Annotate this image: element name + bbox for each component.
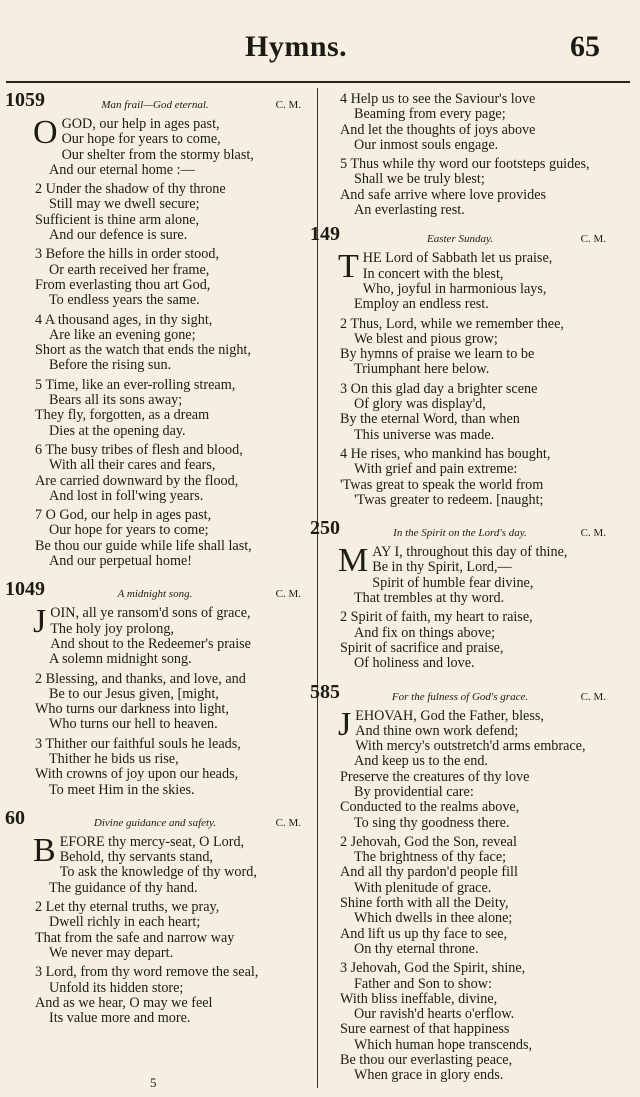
- hymn-stanza: [5, 672, 305, 733]
- verse-line: And thine own work defend;: [355, 722, 519, 739]
- drop-cap-initial: B: [33, 831, 56, 869]
- hymn-stanza: [5, 508, 305, 569]
- verse-line: To meet Him in the skies.: [49, 781, 195, 798]
- verse-line: 4 A thousand ages, in thy sight,: [35, 311, 213, 328]
- hymn-block: [310, 517, 610, 672]
- verse-line: Which human hope transcends,: [354, 1036, 533, 1053]
- hymn-title: Man frail—God eternal.: [101, 99, 209, 111]
- page-title: Hymns.: [245, 30, 348, 63]
- verse-line: Conducted to the realms above,: [340, 799, 520, 816]
- hymn-stanza: [5, 182, 305, 243]
- verse-line: To sing thy goodness there.: [354, 814, 510, 831]
- verse-line: 4 He rises, who mankind has bought,: [340, 445, 551, 462]
- verse-line: On thy eternal throne.: [354, 940, 479, 957]
- verse-line: Before the rising sun.: [49, 357, 172, 374]
- hymn-number: 585: [310, 680, 340, 703]
- hymn-heading: [5, 578, 305, 606]
- verse-line: Sure earnest of that happiness: [340, 1021, 510, 1038]
- verse-line: 'Twas great to speak the world from: [340, 476, 544, 493]
- verse-line: Spirit of sacrifice and praise,: [340, 639, 504, 656]
- verse-line: 2 Jehovah, God the Son, reveal: [340, 833, 517, 850]
- hymn-stanza: [310, 542, 610, 607]
- verse-line: And lift us up thy face to see,: [340, 925, 508, 942]
- verse-line: To ask the knowledge of thy word,: [59, 864, 257, 881]
- verse-line: That from the safe and narrow way: [35, 929, 235, 946]
- signature-mark: 5: [150, 1075, 157, 1090]
- verse-line: And let the thoughts of joys above: [340, 121, 536, 138]
- hymn-stanza: [5, 603, 305, 668]
- hymn-meter: C. M.: [580, 233, 606, 246]
- verse-line: And our defence is sure.: [49, 227, 188, 244]
- verse-line: The holy joy prolong,: [50, 620, 174, 637]
- hymn-block: [5, 89, 305, 570]
- verse-line: A solemn midnight song.: [49, 651, 192, 668]
- hymn-number: 1049: [5, 578, 45, 601]
- verse-line: Of glory was display'd,: [354, 396, 486, 413]
- hymn-stanza: [310, 92, 610, 153]
- verse-line: Short as the watch that ends the night,: [35, 342, 251, 359]
- verse-line: Beaming from every page;: [354, 106, 506, 123]
- hymn-stanza: [5, 831, 305, 896]
- verse-line: Triumphant here below.: [354, 361, 490, 378]
- verse-line: By the eternal Word, than when: [340, 411, 520, 428]
- verse-line: Shine forth with all the Deity,: [340, 895, 509, 912]
- verse-line: Our shelter from the stormy blast,: [61, 146, 254, 163]
- drop-cap-initial: T: [338, 248, 359, 286]
- verse-line: And safe arrive where love provides: [340, 186, 547, 203]
- verse-line: The brightness of thy face;: [354, 849, 507, 866]
- verse-line: 5 Thus while thy word our footsteps guides,: [340, 156, 590, 173]
- verse-line: And fix on things above;: [354, 624, 496, 641]
- header-rule: [6, 81, 630, 83]
- hymn-number: 60: [5, 806, 25, 829]
- right-column: [310, 92, 610, 1096]
- verse-line: Behold, thy servants stand,: [59, 849, 213, 866]
- hymn-number: 1059: [5, 89, 45, 111]
- verse-text: HE Lord of Sabbath let us praise,: [362, 250, 553, 267]
- hymn-stanza: [5, 737, 305, 798]
- verse-line: 3 Jehovah, God the Spirit, shine,: [340, 960, 526, 977]
- verse-line: An everlasting rest.: [354, 202, 465, 219]
- page-number: 65: [570, 30, 600, 63]
- verse-line: With plenitude of grace.: [354, 879, 492, 896]
- hymn-title: Easter Sunday.: [427, 233, 493, 246]
- drop-cap-initial: M: [338, 542, 369, 580]
- hymn-stanza: [5, 247, 305, 308]
- verse-line: 4 Help us to see the Saviour's love: [340, 91, 536, 107]
- verse-line: With grief and pain extreme:: [354, 461, 518, 478]
- hymn-meter: C. M.: [275, 99, 301, 111]
- verse-line: And our eternal home :—: [49, 161, 195, 178]
- verse-line: And our perpetual home!: [49, 553, 193, 570]
- verse-line: This universe was made.: [354, 426, 495, 443]
- verse-line: Be thou our guide while life shall last,: [35, 537, 252, 554]
- verse-line: Employ an endless rest.: [354, 296, 489, 313]
- verse-line: We never may depart.: [49, 944, 174, 961]
- verse-line: 7 O God, our help in ages past,: [35, 507, 212, 524]
- verse-line: By providential care:: [354, 783, 474, 800]
- verse-line: Are carried downward by the flood,: [35, 472, 239, 489]
- hymn-block: [5, 806, 305, 1027]
- hymn-stanza: [310, 835, 610, 957]
- hymn-heading: [310, 680, 610, 709]
- hymn-meter: C. M.: [580, 527, 606, 540]
- verse-text: GOD, our help in ages past,: [61, 116, 220, 132]
- verse-line: To endless years the same.: [49, 292, 200, 309]
- verse-line: Who turns our hell to heaven.: [49, 716, 218, 733]
- verse-line: 2 Spirit of faith, my heart to raise,: [340, 609, 533, 626]
- verse-line: 2 Let thy eternal truths, we pray,: [35, 899, 220, 916]
- verse-line: Who, joyful in harmonious lays,: [362, 280, 547, 297]
- hymn-title: A midnight song.: [117, 588, 193, 601]
- hymn-stanza: [5, 378, 305, 439]
- verse-line: 'Twas greater to redeem. [naught;: [354, 491, 544, 508]
- hymn-block: [310, 680, 610, 1084]
- verse-line: In concert with the blest,: [362, 265, 504, 282]
- verse-line: That trembles at thy word.: [354, 590, 505, 607]
- verse-line: Which dwells in thee alone;: [354, 910, 513, 927]
- hymn-stanza: [5, 443, 305, 504]
- verse-line: Be thou our everlasting peace,: [340, 1052, 513, 1069]
- hymn-stanza: [310, 248, 610, 313]
- drop-cap-initial: O: [33, 114, 58, 151]
- drop-cap-initial: J: [33, 603, 47, 641]
- hymn-stanza: [5, 965, 305, 1026]
- hymn-number: 250: [310, 517, 340, 540]
- verse-line: 6 The busy tribes of flesh and blood,: [35, 441, 243, 458]
- hymn-block: [310, 223, 610, 508]
- hymn-stanza: [310, 157, 610, 218]
- verse-line: Dies at the opening day.: [49, 422, 186, 439]
- verse-line: Bears all its sons away;: [49, 392, 183, 409]
- verse-line: Unfold its hidden store;: [49, 979, 184, 996]
- verse-line: 3 Lord, from thy word remove the seal,: [35, 964, 259, 981]
- verse-line: We blest and pious grow;: [354, 330, 498, 347]
- verse-text: EHOVAH, God the Father, bless,: [355, 707, 544, 724]
- hymn-stanza: [310, 447, 610, 508]
- verse-line: And lost in foll'wing years.: [49, 487, 204, 504]
- drop-cap-initial: J: [338, 705, 352, 743]
- verse-line: Of holiness and love.: [354, 655, 475, 672]
- verse-line: With crowns of joy upon our heads,: [35, 766, 239, 783]
- verse-line: Our ravish'd hearts o'erflow.: [354, 1006, 515, 1023]
- verse-line: With mercy's outstretch'd arms embrace,: [355, 738, 586, 755]
- hymn-meter: C. M.: [275, 588, 301, 601]
- verse-line: Or earth received her frame,: [49, 261, 210, 278]
- verse-line: 3 Before the hills in order stood,: [35, 246, 220, 263]
- verse-line: Our hope for years to come,: [61, 131, 221, 148]
- verse-line: Be to our Jesus given, [might,: [49, 685, 219, 702]
- hymn-meter: C. M.: [580, 690, 606, 703]
- hymn-stanza: [5, 313, 305, 374]
- verse-line: 3 Thither our faithful souls he leads,: [35, 735, 241, 752]
- hymn-title: In the Spirit on the Lord's day.: [393, 527, 527, 540]
- verse-line: Father and Son to show:: [354, 975, 492, 992]
- verse-line: Thither he bids us rise,: [49, 750, 179, 767]
- hymn-continuation: [310, 92, 610, 218]
- hymn-stanza: [310, 317, 610, 378]
- verse-text: EFORE thy mercy-seat, O Lord,: [59, 833, 245, 850]
- hymn-block: [5, 578, 305, 798]
- verse-line: Sufficient is thine arm alone,: [35, 211, 200, 228]
- verse-line: With all their cares and fears,: [49, 457, 216, 474]
- verse-line: Be in thy Spirit, Lord,—: [372, 559, 512, 576]
- verse-line: 3 On this glad day a brighter scene: [340, 380, 538, 397]
- verse-line: From everlasting thou art God,: [35, 276, 211, 293]
- verse-line: The guidance of thy hand.: [49, 879, 198, 896]
- verse-line: Our inmost souls engage.: [354, 136, 499, 153]
- verse-line: Are like an evening gone;: [49, 326, 196, 343]
- hymn-meter: C. M.: [275, 816, 301, 829]
- left-column: [5, 89, 305, 1038]
- verse-line: Who turns our darkness into light,: [35, 701, 229, 718]
- verse-line: And shout to the Redeemer's praise: [50, 635, 251, 652]
- verse-line: 2 Under the shadow of thy throne: [35, 181, 226, 198]
- verse-line: And as we hear, O may we feel: [35, 994, 213, 1011]
- verse-line: Preserve the creatures of thy love: [340, 768, 530, 785]
- verse-line: 2 Thus, Lord, while we remember thee,: [340, 315, 564, 332]
- verse-line: Dwell richly in each heart;: [49, 914, 201, 931]
- hymn-stanza: [310, 382, 610, 443]
- verse-line: And keep us to the end.: [354, 753, 488, 770]
- verse-line: They fly, forgotten, as a dream: [35, 407, 210, 424]
- verse-line: When grace in glory ends.: [354, 1067, 504, 1084]
- verse-text: AY I, throughout this day of thine,: [372, 544, 568, 561]
- verse-line: Our hope for years to come;: [49, 522, 209, 539]
- page-header: [0, 30, 640, 74]
- verse-line: Spirit of humble fear divine,: [372, 574, 534, 591]
- verse-line: With bliss ineffable, divine,: [340, 990, 498, 1007]
- hymn-title: For the fulness of God's grace.: [391, 690, 529, 703]
- verse-line: Shall we be truly blest;: [354, 171, 485, 188]
- verse-line: By hymns of praise we learn to be: [340, 346, 535, 363]
- verse-line: 2 Blessing, and thanks, and love, and: [35, 670, 246, 687]
- hymn-stanza: [310, 961, 610, 1083]
- hymn-number: 149: [310, 223, 340, 246]
- hymn-stanza: [5, 900, 305, 961]
- hymn-stanza: [310, 610, 610, 671]
- hymn-title: Divine guidance and safety.: [93, 816, 217, 829]
- hymn-stanza: [5, 114, 305, 178]
- verse-text: OIN, all ye ransom'd sons of grace,: [50, 605, 251, 622]
- verse-line: And all thy pardon'd people fill: [340, 864, 518, 881]
- verse-line: Still may we dwell secure;: [49, 196, 200, 213]
- hymn-stanza: [310, 705, 610, 831]
- verse-line: Its value more and more.: [49, 1010, 191, 1027]
- verse-line: 5 Time, like an ever-rolling stream,: [35, 376, 236, 393]
